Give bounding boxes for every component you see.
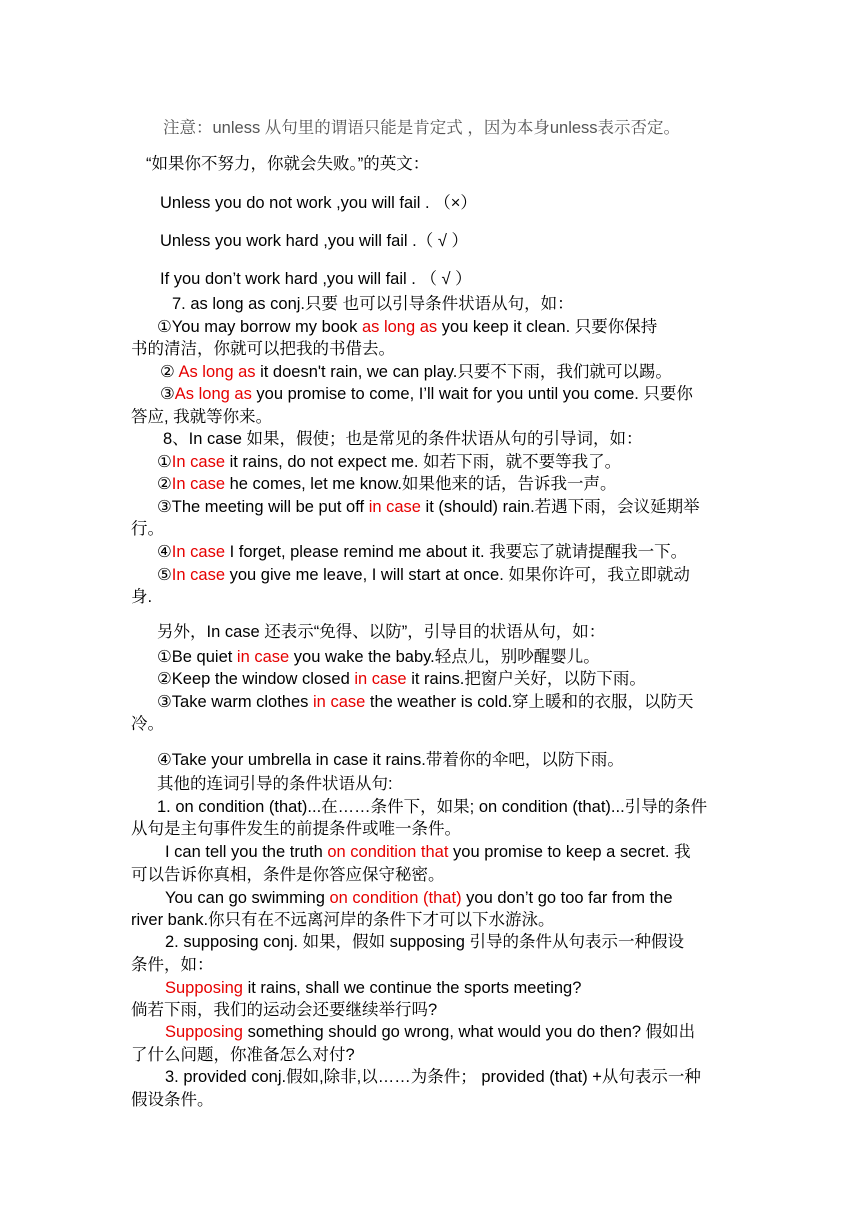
section-heading: 8、In case 如果，假使；也是常见的条件状语从句的引导词，如： — [163, 430, 643, 448]
example-line: 身. — [131, 588, 153, 606]
highlight: Supposing — [165, 979, 243, 997]
example-line: ③Take warm clothes in case the weather is cold.穿上暖和的衣服，以防天 — [157, 693, 694, 711]
highlight: In case — [171, 566, 225, 584]
example-line: Supposing it rains, shall we continue the sports meeting? — [165, 979, 582, 997]
highlight: In case — [171, 453, 225, 471]
example-line: Unless you work hard ,you will fail .（ √ ） — [160, 232, 468, 250]
example-line: 冷。 — [131, 715, 164, 733]
example-line: 可以告诉你真相，条件是你答应保守秘密。 — [131, 866, 445, 884]
example-line: ④Take your umbrella in case it rains.带着你的伞吧，以防下雨。 — [157, 751, 624, 769]
example-line: ③The meeting will be put off in case it (should) rain.若遇下雨，会议延期举 — [157, 498, 700, 516]
example-line: Unless you do not work ,you will fail . （×） — [160, 194, 477, 212]
section-heading: 其他的连词引导的条件状语从句: — [157, 775, 393, 793]
highlight: In case — [171, 543, 225, 561]
example-line: Supposing something should go wrong, what would you do then? 假如出 — [165, 1023, 696, 1041]
example-line: ③As long as you promise to come, I’ll wait for you until you come. 只要你 — [160, 385, 693, 403]
example-line: ②In case he comes, let me know.如果他来的话，告诉我一声。 — [157, 475, 617, 493]
example-line: ②Keep the window closed in case it rains.把窗户关好，以防下雨。 — [157, 670, 646, 688]
example-line: river bank.你只有在不远离河岸的条件下才可以下水游泳。 — [131, 911, 555, 929]
highlight: in case — [354, 670, 407, 688]
example-line: 书的清洁，你就可以把我的书借去。 — [131, 340, 395, 358]
text-line: 假设条件。 — [131, 1091, 214, 1109]
highlight: as long as — [361, 318, 438, 336]
text-line: 1. on condition (that)...在……条件下，如果; on condition (that)...引导的条件 — [157, 798, 708, 816]
highlight: As long as — [178, 363, 256, 381]
section-heading: 另外，In case 还表示“免得、以防”，引导目的状语从句，如： — [157, 623, 606, 641]
highlight: in case — [236, 648, 290, 666]
example-line: ①In case it rains, do not expect me. 如若下雨，就不要等我了。 — [157, 453, 622, 471]
highlight: As long as — [174, 385, 252, 403]
example-line: 行。 — [131, 520, 164, 538]
example-line: ④In case I forget, please remind me about it. 我要忘了就请提醒我一下。 — [157, 543, 688, 561]
highlight: on condition (that) — [329, 889, 462, 907]
example-line: 答应, 我就等你来。 — [131, 408, 273, 426]
note-line: 注意：unless 从句里的谓语只能是肯定式 ，因为本身unless表示否定。 — [163, 119, 681, 137]
example-line: ①Be quiet in case you wake the baby.轻点儿，别吵醒婴儿。 — [157, 648, 600, 666]
example-line: 了什么问题，你准备怎么对付? — [131, 1046, 355, 1064]
text-line: 2. supposing conj. 如果，假如 supposing 引导的条件从句表示一种假设 — [165, 933, 684, 951]
example-line: I can tell you the truth on condition that you promise to keep a secret. 我 — [165, 843, 691, 861]
example-line: ⑤In case you give me leave, I will start at once. 如果你许可，我立即就动 — [157, 566, 690, 584]
highlight: Supposing — [165, 1023, 243, 1041]
example-line: 倘若下雨，我们的运动会还要继续举行吗? — [131, 1001, 438, 1019]
example-line: ①You may borrow my book as long as you keep it clean. 只要你保持 — [157, 318, 658, 336]
highlight: In case — [171, 475, 225, 493]
example-line: You can go swimming on condition (that) you don’t go too far from the — [165, 889, 673, 907]
text-line: 3. provided conj.假如,除非,以……为条件； provided (that) +从句表示一种 — [165, 1068, 701, 1086]
highlight: on condition that — [327, 843, 449, 861]
example-line: ② As long as it doesn't rain, we can play.只要不下雨，我们就可以踢。 — [160, 363, 672, 381]
text-line: 从句是主句事件发生的前提条件或唯一条件。 — [131, 820, 461, 838]
section-heading: 7. as long as conj.只要 也可以引导条件状语从句，如： — [172, 295, 574, 313]
example-line: If you don’t work hard ,you will fail . （ √ ） — [160, 270, 472, 288]
note-line: “如果你不努力，你就会失败。”的英文： — [146, 155, 430, 173]
highlight: in case — [368, 498, 421, 516]
text-line: 条件，如： — [131, 956, 214, 974]
highlight: in case — [313, 693, 366, 711]
